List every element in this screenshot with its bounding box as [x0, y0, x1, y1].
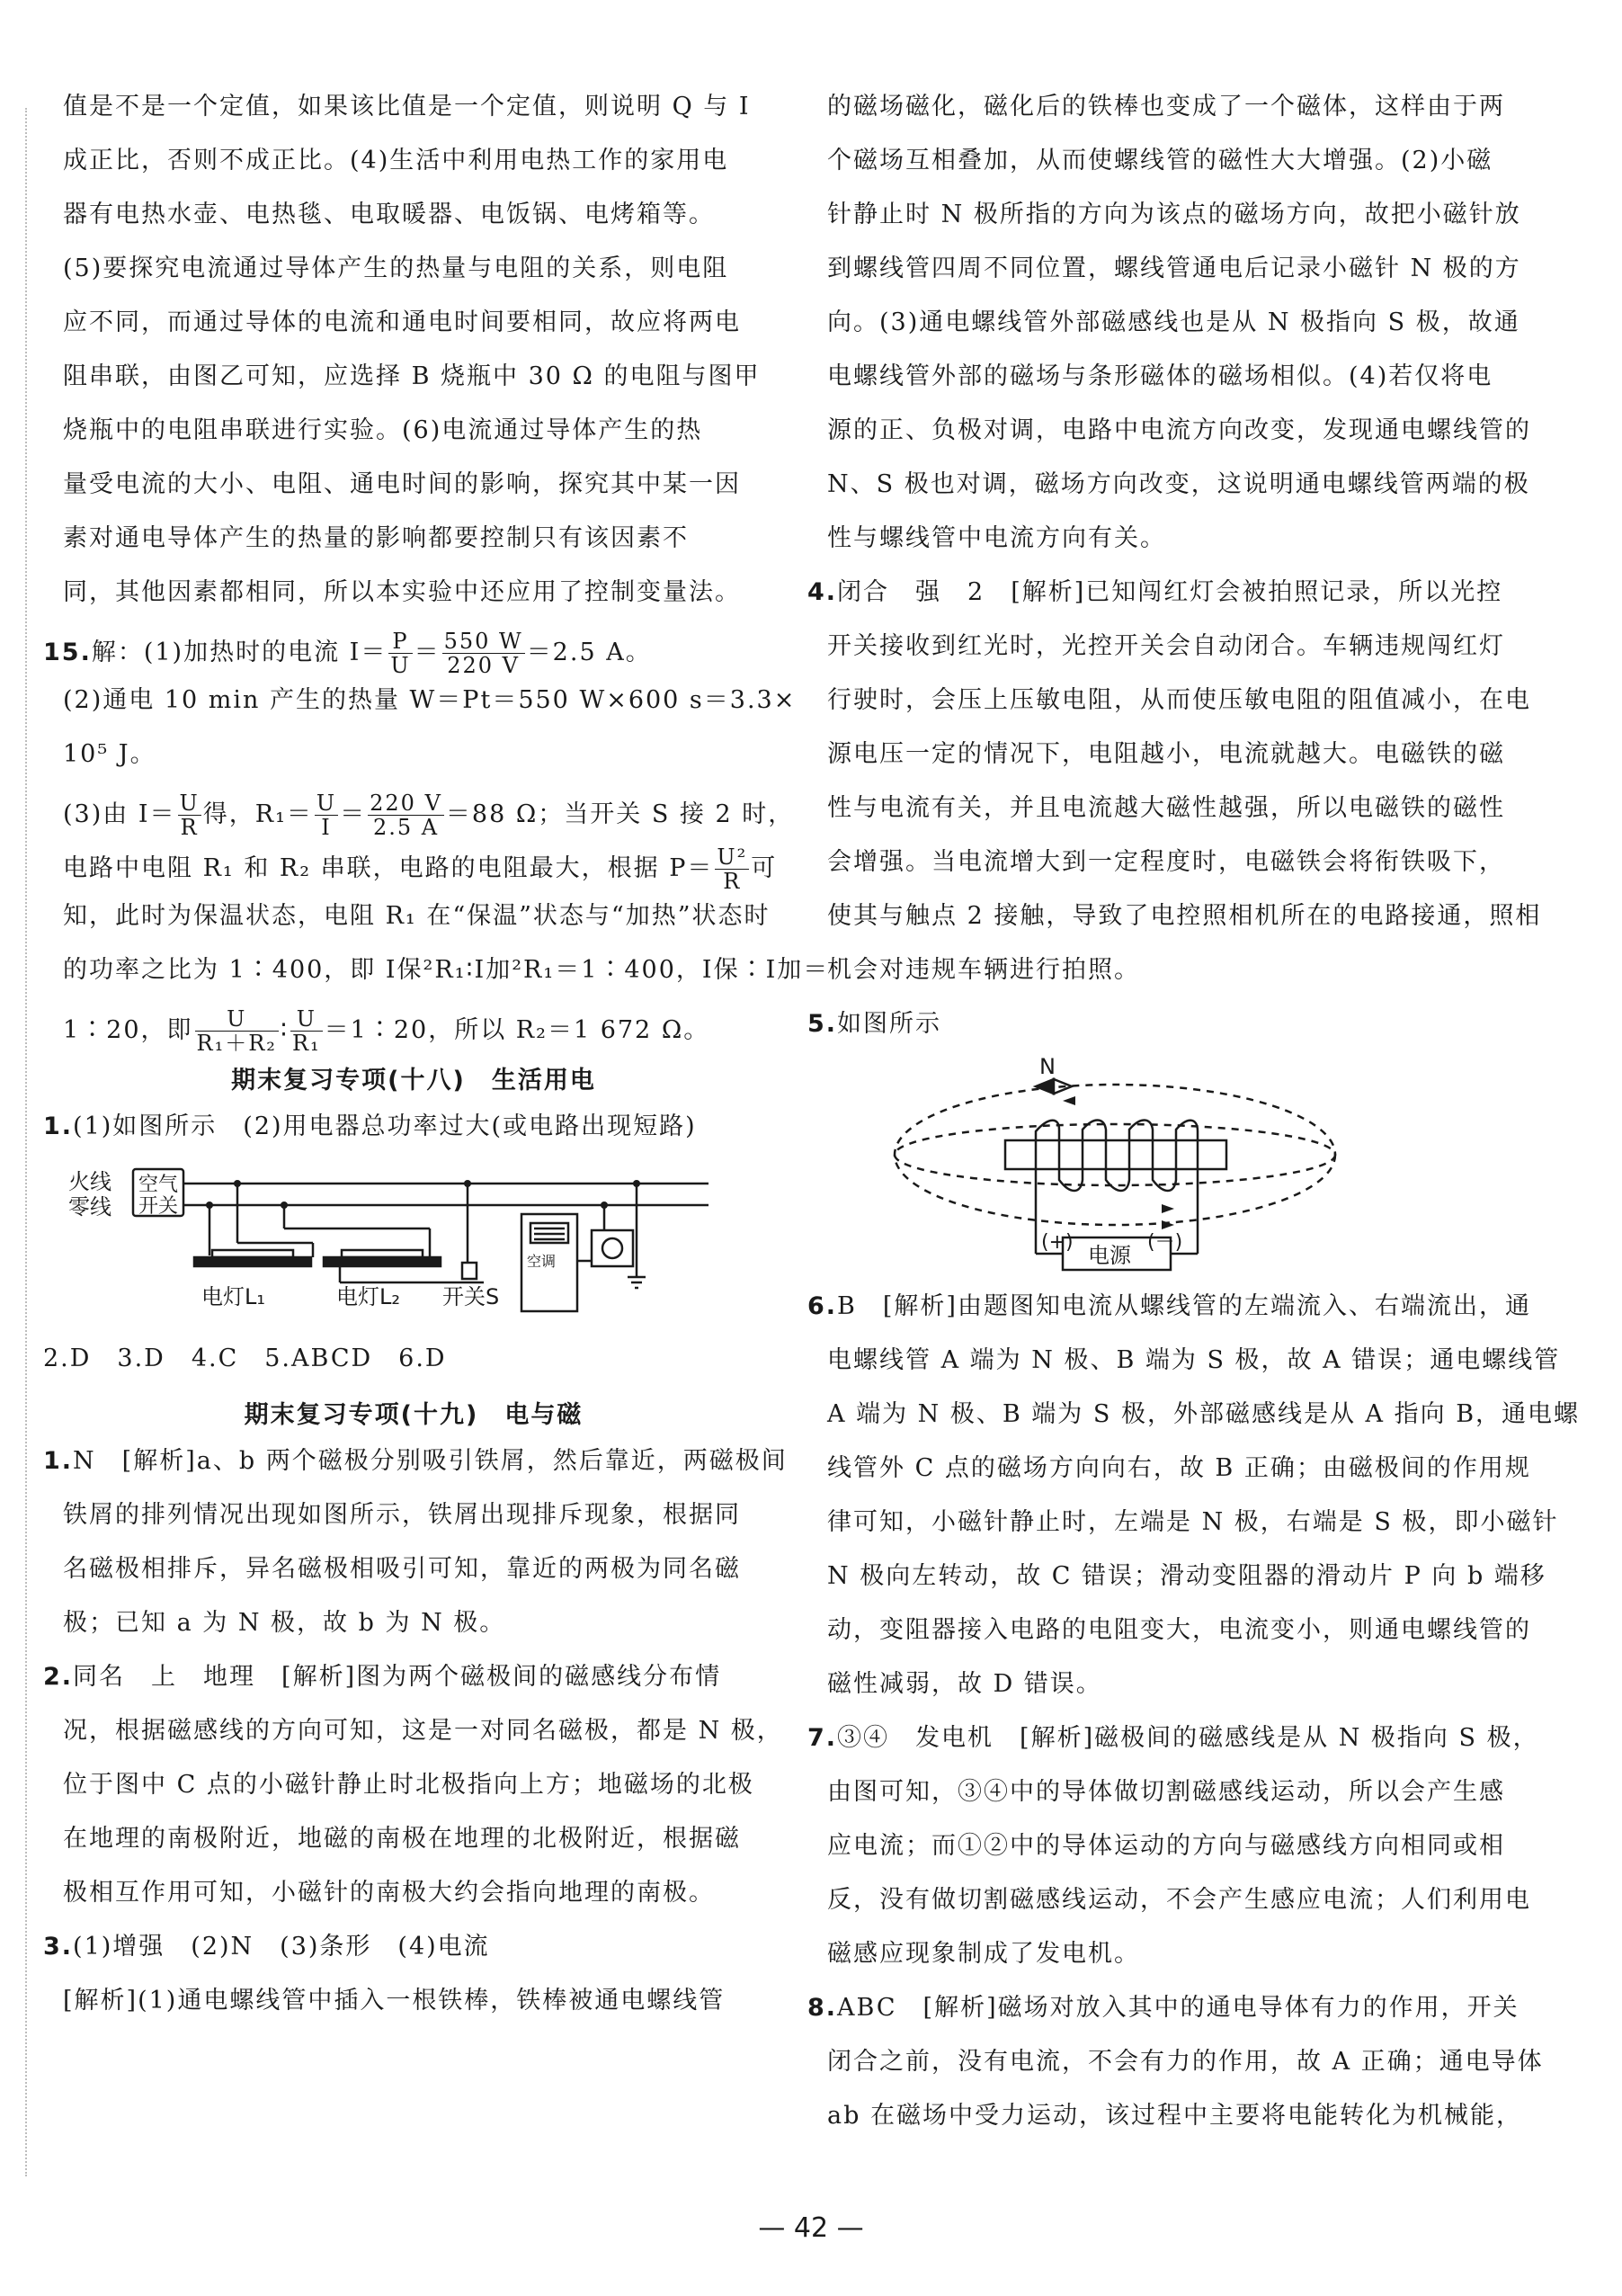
text-line: 性与电流有关，并且电流越大磁性越强，所以电磁铁的磁性: [827, 794, 1505, 822]
text-line: 素对通电导体产生的热量的影响都要控制只有该因素不: [63, 524, 689, 552]
q8-line: 8.ABC [解析]磁场对放入其中的通电导体有力的作用，开关: [807, 1994, 1520, 2022]
fraction: $\frac{U}{R}$: [179, 791, 200, 840]
q3-line: 3.(1)增强 (2)N (3)条形 (4)电流: [43, 1933, 490, 1961]
margin-rule: [25, 108, 27, 2176]
q5-line: 5.如图所示: [807, 1010, 942, 1038]
text-line: N 极向左转动，故 C 错误；滑动变阻器的滑动片 P 向 b 端移: [827, 1562, 1546, 1590]
text-line: 磁性减弱，故 D 错误。: [827, 1670, 1102, 1698]
q4-line: 4.闭合 强 2 [解析]已知闯红灯会被拍照记录，所以光控: [807, 578, 1503, 606]
text-line: 反，没有做切割磁感线运动，不会产生感应电流；人们利用电: [827, 1886, 1531, 1914]
plus-label: (+): [1041, 1231, 1074, 1254]
text-line: 个磁场互相叠加，从而使螺线管的磁性大大增强。(2)小磁: [827, 147, 1493, 174]
text-line: 的磁场磁化，磁化后的铁棒也变成了一个磁体，这样由于两: [827, 93, 1505, 121]
q1-line: 1.N [解析]a、b 两个磁极分别吸引铁屑，然后靠近，两磁极间: [43, 1447, 788, 1475]
text-line: 阻串联，由图乙可知，应选择 B 烧瓶中 30 Ω 的电阻与图甲: [63, 362, 761, 390]
north-label: N: [1039, 1054, 1056, 1079]
text-line: 电螺线管 A 端为 N 极、B 端为 S 极，故 A 错误；通电螺线管: [827, 1346, 1561, 1374]
text-line: 器有电热水壶、电热毯、电取暖器、电饭锅、电烤箱等。: [63, 201, 715, 228]
text-line: 行驶时，会压上压敏电阻，从而使压敏电阻的阻值减小，在电: [827, 686, 1531, 714]
text-line: 会增强。当电流增大到一定程度时，电磁铁会将衔铁吸下，: [827, 848, 1505, 876]
text-line: 性与螺线管中电流方向有关。: [827, 524, 1166, 552]
text-line: 线管外 C 点的磁场方向向右，故 B 正确；由磁极间的作用规: [827, 1454, 1531, 1482]
text-line: 由图可知，③④中的导体做切割磁感线运动，所以会产生感: [827, 1778, 1505, 1806]
fraction: $\frac{U}{I}$: [316, 791, 337, 840]
text-line: 的功率之比为 1∶400，即 I保²R₁∶I加²R₁＝1∶400，I保∶I加＝: [63, 956, 830, 984]
text-line: 量受电流的大小、电阻、通电时间的影响，探究其中某一因: [63, 470, 741, 498]
text-line: 值是不是一个定值，如果该比值是一个定值，则说明 Q 与 I: [63, 93, 751, 121]
section-title: 期末复习专项(十八) 生活用电: [231, 1067, 596, 1094]
q15-line: 电路中电阻 R₁ 和 R₂ 串联，电路的电阻最大，根据 P＝ $\frac{\text{U²}}{R}$ 可: [63, 844, 778, 894]
text-line: 开关接收到红光时，光控开关会自动闭合。车辆违规闯红灯: [827, 632, 1505, 660]
power-source-label: 电源: [1088, 1243, 1131, 1268]
text-line: 知，此时为保温状态，电阻 R₁ 在“保温”状态与“加热”状态时: [63, 902, 771, 930]
fraction: $\frac{U}{\text{R₁＋R₂}}$: [196, 1006, 277, 1056]
section-title: 期末复习专项(十九) 电与磁: [244, 1401, 584, 1429]
text-line: (5)要探究电流通过导体产生的热量与电阻的关系，则电阻: [63, 255, 729, 282]
q6-line: 6.B [解析]由题图知电流从螺线管的左端流入、右端流出，通: [807, 1292, 1531, 1320]
text-line: 位于图中 C 点的小磁针静止时北极指向上方；地磁场的北极: [63, 1771, 754, 1799]
fraction: $\frac{220 V}{2.5 A}$: [370, 791, 442, 840]
lamp2-label: 电灯L₂: [336, 1284, 400, 1309]
text-line: 电螺线管外部的磁场与条形磁体的磁场相似。(4)若仅将电: [827, 362, 1493, 390]
text-line: (2)通电 10 min 产生的热量 W＝Pt＝550 W×600 s＝3.3×: [63, 686, 797, 714]
text-line: N、S 极也对调，磁场方向改变，这说明通电螺线管两端的极: [827, 470, 1530, 498]
fraction: $\frac{550 W}{220 V}$: [443, 629, 523, 678]
text-line: 同，其他因素都相同，所以本实验中还应用了控制变量法。: [63, 578, 741, 606]
breaker-label: 开关: [138, 1195, 179, 1218]
text-line: 律可知，小磁针静止时，左端是 N 极，右端是 S 极，即小磁针: [827, 1508, 1559, 1536]
minus-label: (－): [1147, 1231, 1183, 1254]
text-line: 源电压一定的情况下，电阻越小，电流就越大。电磁铁的磁: [827, 740, 1505, 768]
text-line: 在地理的南极附近，地磁的南极在地理的北极附近，根据磁: [63, 1825, 741, 1853]
text-line: 源的正、负极对调，电路中电流方向改变，发现通电螺线管的: [827, 416, 1531, 444]
q7-line: 7.③④ 发电机 [解析]磁极间的磁感线是从 N 极指向 S 极，: [807, 1724, 1539, 1752]
text-line: 闭合之前，没有电流，不会有力的作用，故 A 正确；通电导体: [827, 2048, 1544, 2076]
breaker-label: 空气: [138, 1174, 179, 1196]
text-line: [解析](1)通电螺线管中插入一根铁棒，铁棒被通电螺线管: [63, 1987, 726, 2015]
left-column: [43, 90, 830, 2038]
fraction: $\frac{U}{\text{R₁}}$: [291, 1006, 321, 1056]
right-column: [807, 90, 1581, 2153]
live-wire-label: 火线: [68, 1169, 111, 1194]
text-line: 到螺线管四周不同位置，螺线管通电后记录小磁针 N 极的方: [827, 255, 1521, 282]
text-line: 铁屑的排列情况出现如图所示，铁屑出现排斥现象，根据同: [63, 1501, 741, 1529]
text-line: 10⁵ J。: [63, 740, 156, 768]
fraction: $\frac{\text{U²}}{R}$: [717, 844, 748, 894]
text-line: 机会对违规车辆进行拍照。: [827, 956, 1140, 984]
household-circuit-diagram: [61, 1157, 744, 1336]
neutral-wire-label: 零线: [68, 1194, 111, 1219]
text-line: 动，变阻器接入电路的电阻变大，电流变小，则通电螺线管的: [827, 1616, 1531, 1644]
question-number: 15.: [43, 639, 92, 666]
text-line: 应不同，而通过导体的电流和通电时间要相同，故应将两电: [63, 308, 741, 336]
answers-line: 2.D 3.D 4.C 5.ABCD 6.D: [43, 1345, 447, 1372]
text-line: 使其与触点 2 接触，导致了电控照相机所在的电路接通，照相: [827, 902, 1542, 930]
ac-label: 空调: [527, 1253, 557, 1270]
fraction: $\frac{P}{U}$: [390, 629, 411, 678]
switch-label: 开关S: [442, 1284, 500, 1309]
q1-line: 1.(1)如图所示 (2)用电器总功率过大(或电路出现短路): [43, 1112, 697, 1140]
text-line: 向。(3)通电螺线管外部磁感线也是从 N 极指向 S 极，故通: [827, 308, 1520, 336]
text-line: 磁感应现象制成了发电机。: [827, 1940, 1140, 1968]
q2-line: 2.同名 上 地理 [解析]图为两个磁极间的磁感线分布情: [43, 1663, 722, 1691]
text-line: A 端为 N 极、B 端为 S 极，外部磁感线是从 A 指向 B，通电螺: [827, 1400, 1581, 1428]
text-line: 极相互作用可知，小磁针的南极大约会指向地理的南极。: [63, 1879, 715, 1907]
text-line: 成正比，否则不成正比。(4)生活中利用电热工作的家用电: [63, 147, 729, 174]
lamp1-label: 电灯L₁: [201, 1284, 265, 1309]
page-number: — 42 —: [758, 2212, 864, 2244]
text-line: 况，根据磁感线的方向可知，这是一对同名磁极，都是 N 极，: [63, 1717, 783, 1745]
text-line: 应电流；而①②中的导体运动的方向与磁感线方向相同或相: [827, 1832, 1505, 1860]
text-line: 名磁极相排斥，异名磁极相吸引可知，靠近的两极为同名磁: [63, 1555, 741, 1583]
text-line: 烧瓶中的电阻串联进行实验。(6)电流通过导体产生的热: [63, 416, 703, 444]
text-line: 极；已知 a 为 N 极，故 b 为 N 极。: [63, 1609, 506, 1637]
solenoid-diagram: [827, 1054, 1528, 1279]
text-line: ab 在磁场中受力运动，该过程中主要将电能转化为机械能，: [827, 2102, 1522, 2130]
q15-line: 1∶20，即 $\frac{U}{\text{R₁＋R₂}}$ ∶ $\frac{U}{\text{R₁}}$ ＝1∶20，所以 R₂＝1 672 Ω。: [63, 1006, 710, 1056]
q15-line: (3)由 I＝ $\frac{U}{R}$ 得，R₁＝ $\frac{U}{I}$ ＝ $\frac{220 V}{2.5 A}$ ＝88 Ω；当开关 S 接 2 时，: [63, 791, 795, 840]
text-line: 针静止时 N 极所指的方向为该点的磁场方向，故把小磁针放: [827, 201, 1521, 228]
q15-line: 15.解：(1)加热时的电流 I＝ $\frac{P}{U}$ ＝ $\frac{550 W}{220 V}$ ＝2.5 A。: [43, 629, 652, 678]
